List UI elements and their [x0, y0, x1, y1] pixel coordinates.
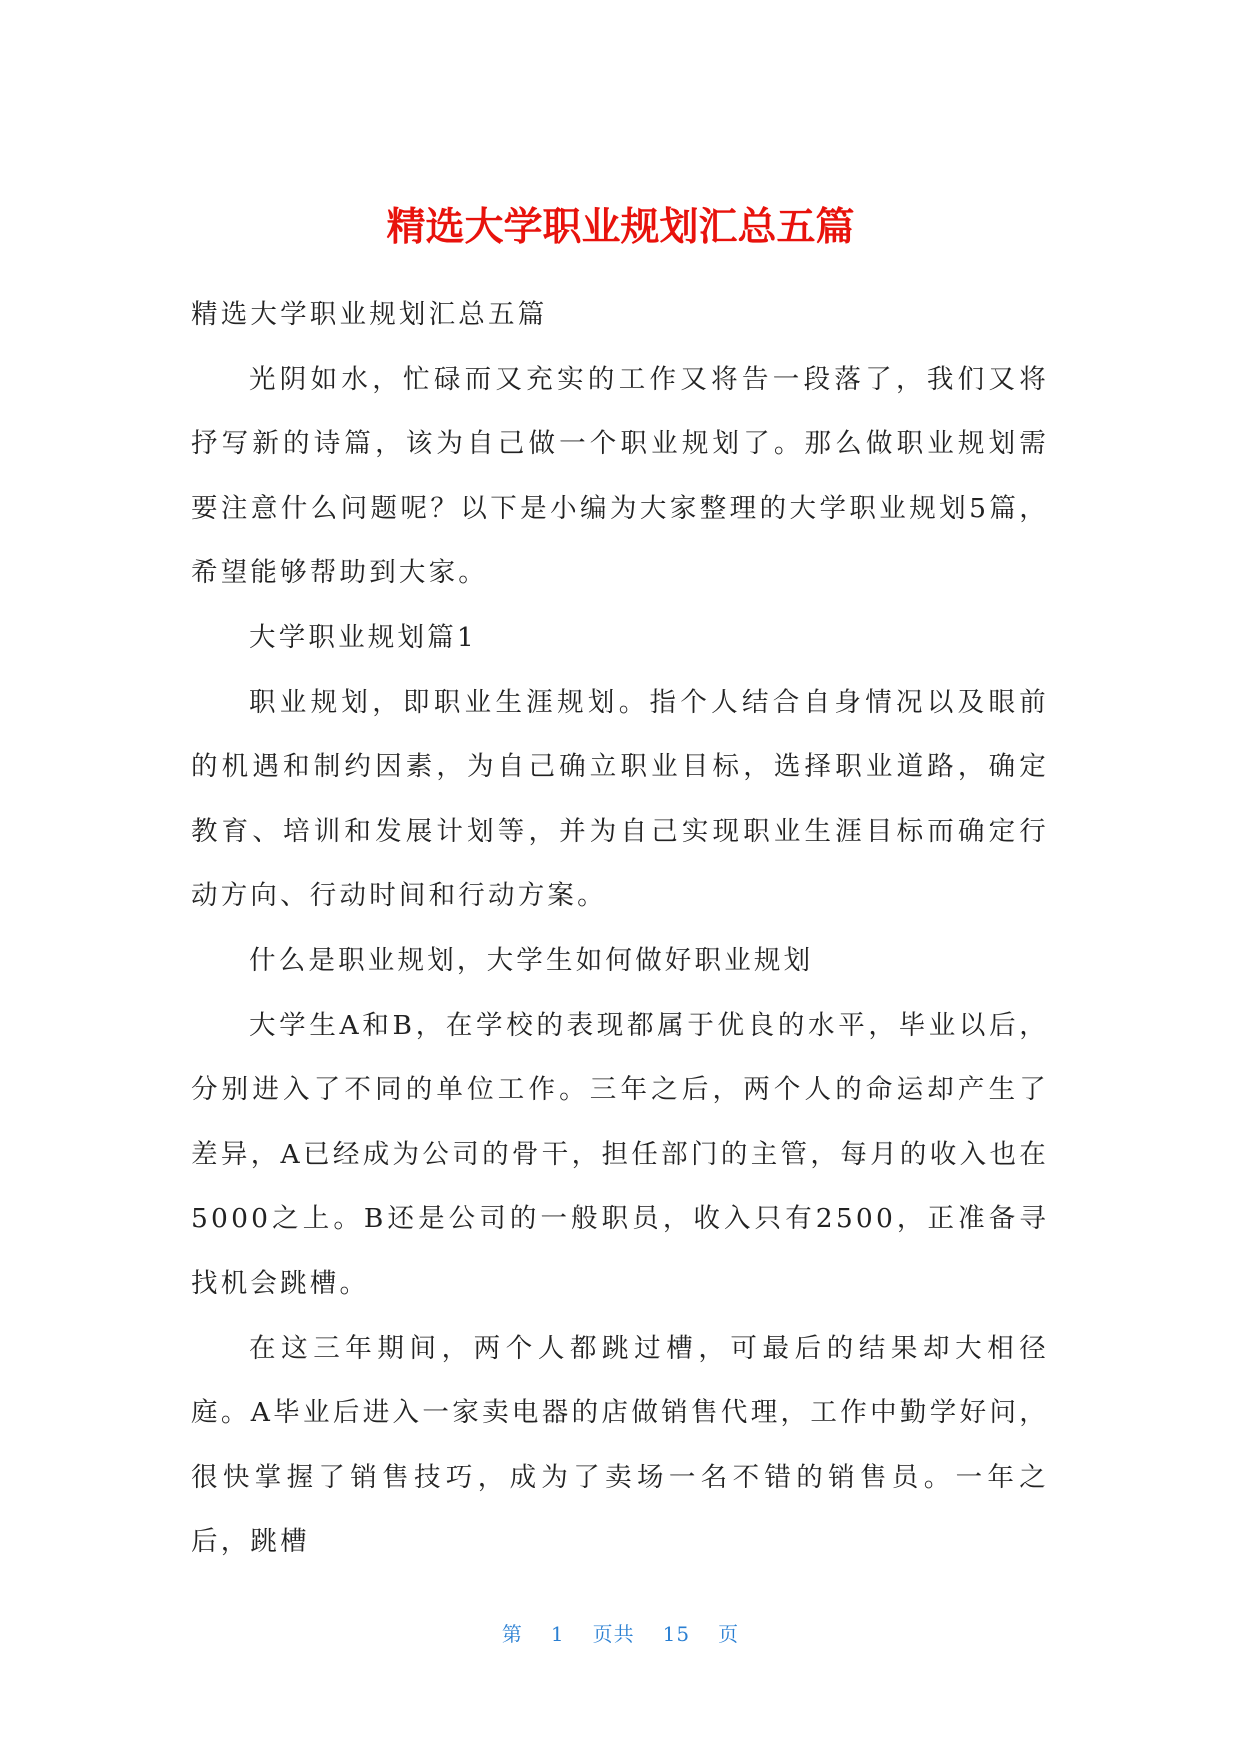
- page-footer: [0, 1620, 1241, 1648]
- footer-total-pages: 15: [662, 1622, 691, 1646]
- document-body: [191, 283, 1049, 1575]
- section-heading: 大学职业规划篇1: [249, 621, 477, 653]
- footer-middle: 页共: [592, 1622, 635, 1646]
- body-paragraph: 光阴如水，忙碌而又充实的工作又将告一段落了，我们又将抒写新的诗篇，该为自己做一个职业规划了。那么做职业规划需要注意什么问题呢？以下是小编为大家整理的大学职业规划5篇，希望能够帮助到大家。: [191, 363, 1049, 589]
- body-paragraph: 在这三年期间，两个人都跳过槽，可最后的结果却大相径庭。A毕业后进入一家卖电器的店做销售代理，工作中勤学好问，很快掌握了销售技巧，成为了卖场一名不错的销售员。一年之后，跳槽: [191, 1332, 1049, 1558]
- footer-prefix: 第: [501, 1622, 523, 1646]
- footer-suffix: 页: [718, 1622, 740, 1646]
- body-paragraph: 职业规划，即职业生涯规划。指个人结合自身情况以及眼前的机遇和制约因素，为自己确立职业目标，选择职业道路，确定教育、培训和发展计划等，并为自己实现职业生涯目标而确定行动方向、行动时间和行动方案。: [191, 686, 1049, 912]
- body-paragraph: 大学生A和B，在学校的表现都属于优良的水平，毕业以后，分别进入了不同的单位工作。三年之后，两个人的命运却产生了差异，A已经成为公司的骨干，担任部门的主管，每月的收入也在5000之上。B还是公司的一般职员，收入只有2500，正准备寻找机会跳槽。: [191, 1009, 1049, 1299]
- document-title: 精选大学职业规划汇总五篇: [386, 205, 855, 250]
- section-subheading: 什么是职业规划，大学生如何做好职业规划: [249, 944, 814, 976]
- body-paragraph-heading: 精选大学职业规划汇总五篇: [191, 299, 548, 330]
- footer-page-number: 1: [550, 1622, 565, 1646]
